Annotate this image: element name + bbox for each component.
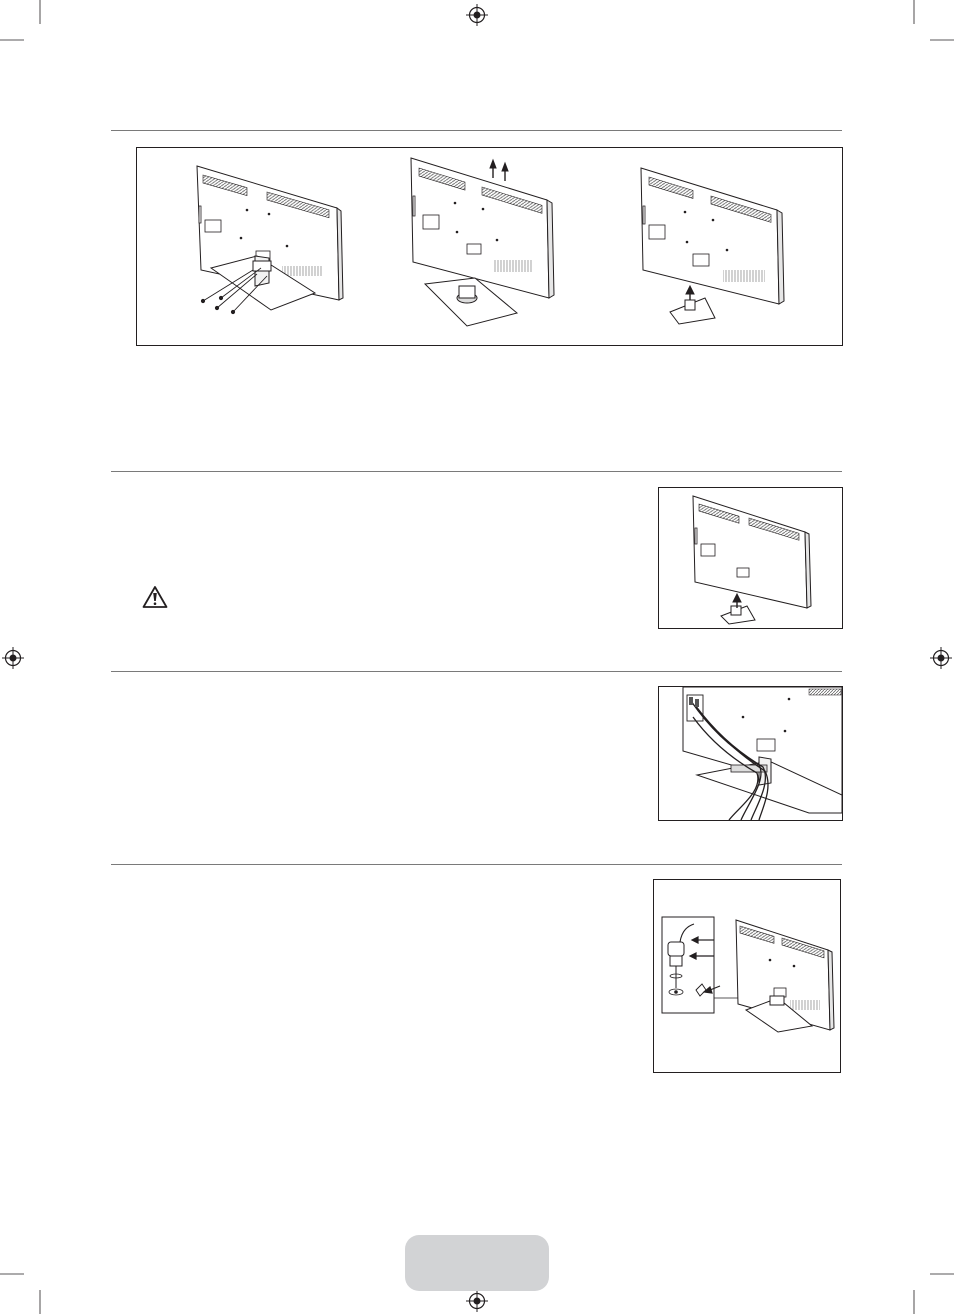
caution-triangle-icon [142, 585, 168, 609]
page-number-tab [405, 1235, 549, 1291]
registration-crosshair-icon [930, 647, 952, 669]
kensington-lock-figure [653, 879, 841, 1073]
registration-crosshair-icon [2, 647, 24, 669]
section-divider [111, 471, 842, 472]
registration-crosshair-icon [466, 1290, 488, 1312]
tv-with-stand-and-screws [197, 166, 343, 314]
cable-holder-figure [658, 686, 843, 821]
stand-cover-figure [658, 487, 843, 629]
registration-crosshair-icon [466, 4, 488, 26]
section-divider [111, 864, 842, 865]
tv-lifted-from-stand [411, 158, 554, 326]
tv-stand-base-detached [641, 168, 784, 324]
stand-removal-figure [136, 147, 843, 346]
section-divider [111, 130, 842, 131]
section-divider [111, 671, 842, 672]
